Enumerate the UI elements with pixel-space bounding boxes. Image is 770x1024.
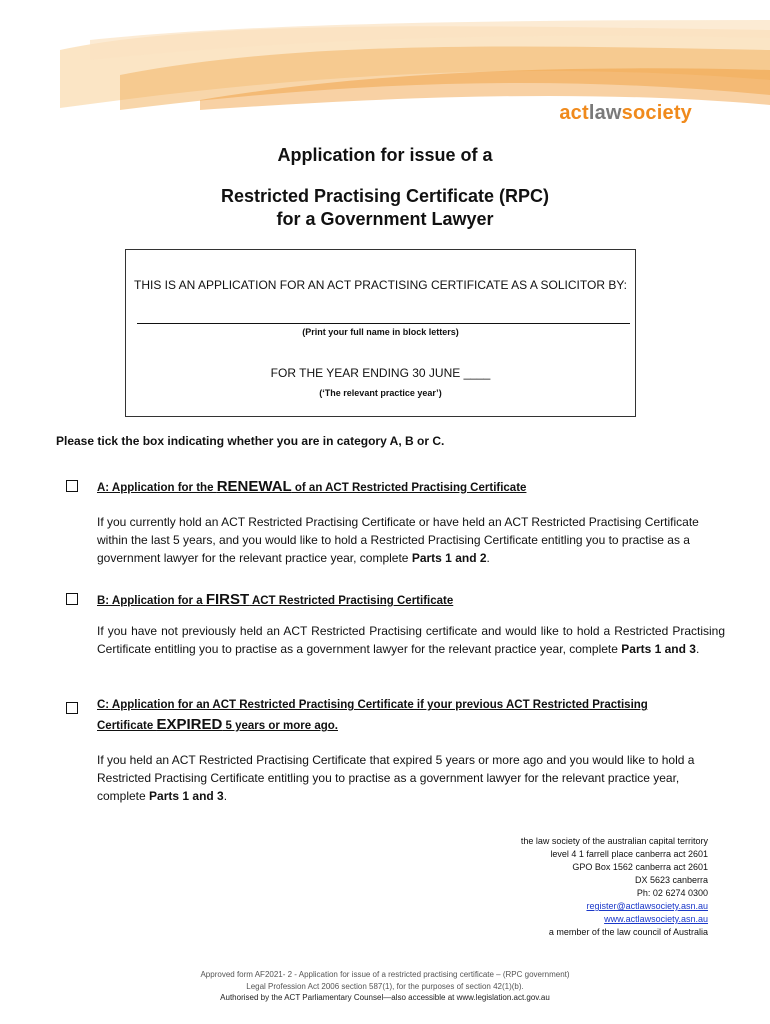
category-b-heading-post: ACT Restricted Practising Certificate — [249, 595, 454, 607]
category-a-parts: Parts 1 and 2 — [411, 551, 487, 565]
category-b-heading-keyword: FIRST — [205, 591, 250, 608]
category-a-heading-post: of an ACT Restricted Practising Certificate — [291, 482, 527, 494]
logo-law-text: law — [588, 102, 622, 124]
category-b-checkbox[interactable] — [66, 593, 78, 605]
category-b-description — [97, 622, 725, 658]
act-law-society-logo — [559, 102, 692, 125]
category-b-text: If you have not previously held an ACT Restricted Practising certificate and would like to hold a Restricted Practising Certificate entitling you to practise as a government lawyer for the relevant practice year, complete — [97, 624, 725, 656]
full-name-hint: (Print your full name in block letters) — [302, 327, 459, 337]
category-a-checkbox[interactable] — [66, 480, 78, 492]
address-dx: DX 5623 canberra — [634, 875, 708, 885]
address-street: level 4 1 farrell place canberra act 2601 — [550, 849, 708, 859]
category-a-end: . — [486, 551, 490, 565]
application-box — [125, 249, 636, 417]
category-instruction: Please tick the box indicating whether you are in category A, B or C. — [56, 434, 445, 448]
page-title-line2: Restricted Practising Certificate (RPC) — [220, 186, 550, 206]
category-a-text: If you currently hold an ACT Restricted Practising Certificate or have held an ACT Restricted Practising Certificate within the last 5 years, and you would like to hold a Restricted Practising Certificate entitling you to practise as a government lawyer for the relevant practice year, complete — [97, 515, 699, 565]
header-banner-graphic — [0, 20, 770, 110]
category-c-description — [97, 751, 725, 805]
category-c-heading-line2 — [97, 716, 338, 733]
email-link[interactable]: register@actlawsociety.asn.au — [586, 901, 708, 911]
footer-form-id: Approved form AF2021- 2 - Application for issue of a restricted practising certificate – (RPC government) — [200, 970, 570, 979]
category-a-heading — [97, 478, 526, 495]
category-c-heading-line1: C: Application for an ACT Restricted Practising Certificate if your previous ACT Restricted Practising — [97, 699, 648, 711]
page-title-line3: for a Government Lawyer — [276, 209, 494, 229]
category-c-end: . — [223, 789, 228, 803]
application-statement: THIS IS AN APPLICATION FOR AN ACT PRACTISING CERTIFICATE AS A SOLICITOR BY: — [133, 278, 627, 292]
society-address-block — [521, 835, 708, 939]
category-a-description — [97, 513, 725, 567]
footer-authorisation: Authorised by the ACT Parliamentary Counsel—also accessible at www.legislation.act.gov.au — [220, 993, 550, 1002]
practice-year-hint: (‘The relevant practice year’) — [319, 388, 442, 398]
category-c-heading-pre: Certificate — [97, 720, 157, 732]
category-b-end: . — [695, 642, 700, 656]
page-title-line1: Application for issue of a — [277, 145, 493, 165]
year-ending-field[interactable]: FOR THE YEAR ENDING 30 JUNE ____ — [270, 366, 491, 380]
category-b-heading — [97, 591, 453, 608]
category-c-parts: Parts 1 and 3 — [149, 789, 224, 803]
category-b-parts: Parts 1 and 3 — [621, 642, 696, 656]
logo-society-text: society — [621, 102, 692, 124]
category-c-heading-post: 5 years or more ago. — [222, 720, 338, 732]
category-a-heading-keyword: RENEWAL — [216, 478, 292, 495]
footer-legislation: Legal Profession Act 2006 section 587(1), for the purposes of section 42(1)(b). — [246, 982, 524, 991]
category-c-checkbox[interactable] — [66, 702, 78, 714]
address-org-name: the law society of the australian capital territory — [520, 836, 708, 846]
address-membership: a member of the law council of Australia — [548, 927, 708, 937]
website-link[interactable]: www.actlawsociety.asn.au — [604, 914, 708, 924]
category-a-heading-pre: A: Application for the — [97, 482, 217, 494]
address-po-box: GPO Box 1562 canberra act 2601 — [572, 862, 708, 872]
logo-act-text: act — [559, 102, 589, 124]
category-c-heading-keyword: EXPIRED — [156, 716, 223, 733]
category-c-text: If you held an ACT Restricted Practising Certificate that expired 5 years or more ago and you would like to hold a Restricted Practising Certificate entitling you to practise as a government lawyer for the relevant practice year, complete — [97, 753, 695, 803]
full-name-line[interactable] — [137, 323, 630, 324]
address-phone: Ph: 02 6274 0300 — [636, 888, 708, 898]
category-b-heading-pre: B: Application for a — [97, 595, 206, 607]
